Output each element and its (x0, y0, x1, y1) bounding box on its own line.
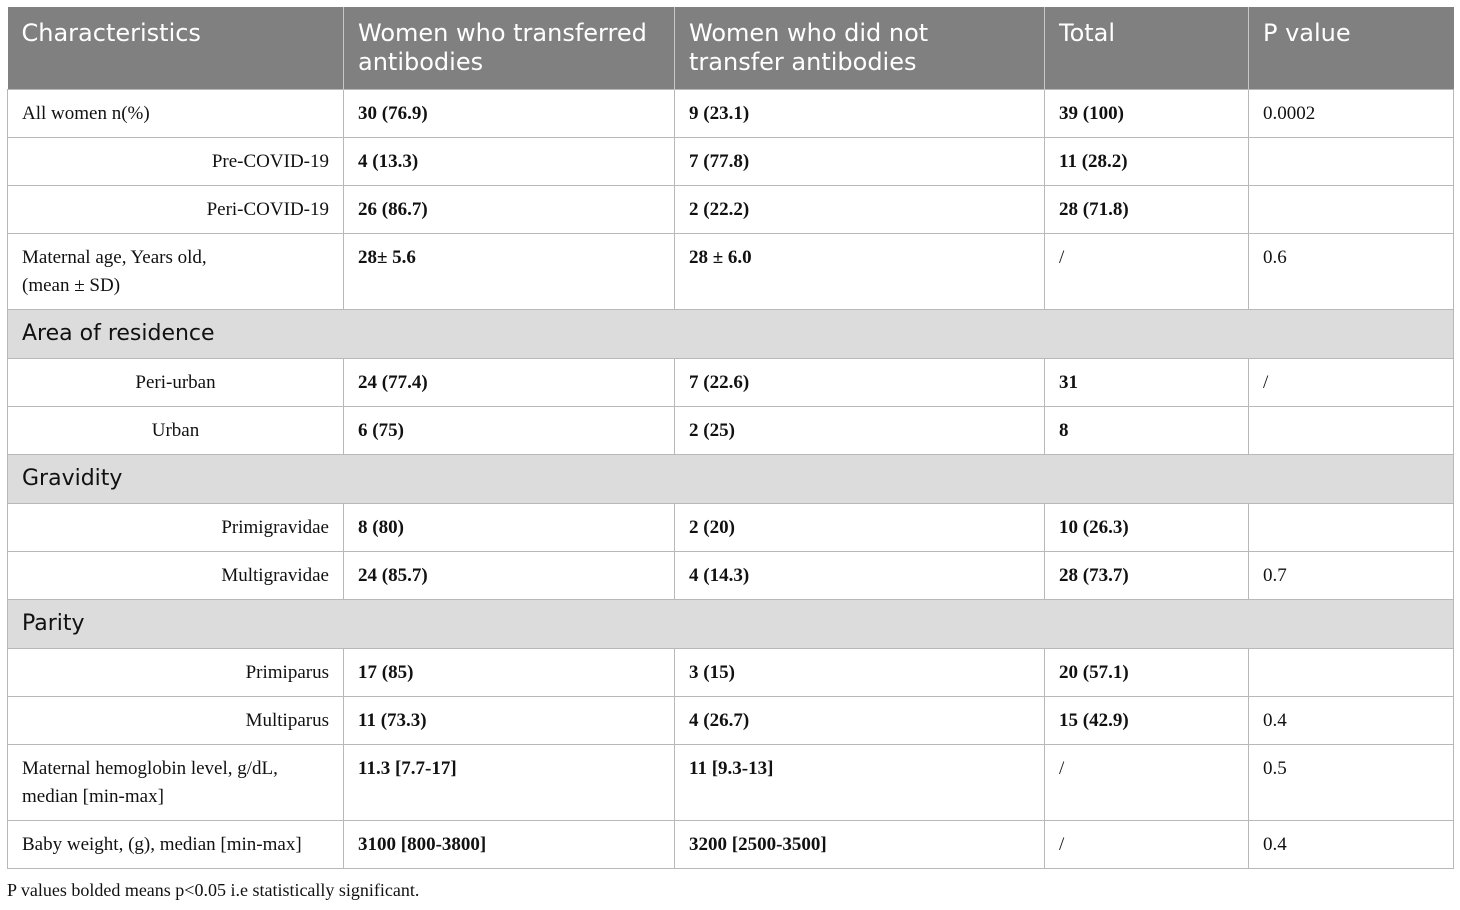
cell-total: 15 (42.9) (1045, 696, 1249, 744)
cell-total: 10 (26.3) (1045, 503, 1249, 551)
row-label: Peri-COVID-19 (8, 185, 344, 233)
cell-not-transferred: 9 (23.1) (675, 89, 1045, 137)
cell-not-transferred: 2 (22.2) (675, 185, 1045, 233)
cell-total: 11 (28.2) (1045, 137, 1249, 185)
table-row (8, 233, 1454, 309)
table-row (8, 137, 1454, 185)
cell-total: 20 (57.1) (1045, 648, 1249, 696)
cell-not-transferred: 28 ± 6.0 (675, 233, 1045, 309)
cell-p-value: 0.6 (1249, 233, 1454, 309)
section-title: Parity (8, 599, 1454, 648)
header-not-transferred: Women who did not transfer antibodies (675, 7, 1045, 89)
cell-total: 39 (100) (1045, 89, 1249, 137)
cell-p-value: / (1249, 358, 1454, 406)
cell-p-value (1249, 648, 1454, 696)
cell-total: 31 (1045, 358, 1249, 406)
table-row (8, 744, 1454, 820)
cell-p-value (1249, 406, 1454, 454)
row-label: Primiparus (8, 648, 344, 696)
row-label (8, 744, 344, 820)
cell-not-transferred: 4 (14.3) (675, 551, 1045, 599)
table-footnote: P values bolded means p<0.05 i.e statistically significant. (7, 880, 420, 900)
table-row (8, 551, 1454, 599)
cell-not-transferred: 2 (25) (675, 406, 1045, 454)
cell-transferred: 28± 5.6 (344, 233, 675, 309)
section-title: Area of residence (8, 309, 1454, 358)
cell-p-value: 0.7 (1249, 551, 1454, 599)
cell-not-transferred: 7 (22.6) (675, 358, 1045, 406)
section-row-parity (8, 599, 1454, 648)
cell-not-transferred: 11 [9.3-13] (675, 744, 1045, 820)
row-label-line1: Maternal age, Years old, (22, 246, 207, 268)
row-label (8, 233, 344, 309)
cell-transferred: 4 (13.3) (344, 137, 675, 185)
row-label: Pre-COVID-19 (8, 137, 344, 185)
cell-not-transferred: 4 (26.7) (675, 696, 1045, 744)
cell-transferred: 11.3 [7.7-17] (344, 744, 675, 820)
row-label: Baby weight, (g), median [min-max] (8, 820, 344, 868)
table-row (8, 406, 1454, 454)
table-header-row (8, 7, 1454, 89)
table-row (8, 89, 1454, 137)
cell-p-value: 0.4 (1249, 820, 1454, 868)
row-label: Multigravidae (8, 551, 344, 599)
characteristics-table (7, 7, 1454, 869)
cell-p-value (1249, 137, 1454, 185)
row-label: Multiparus (8, 696, 344, 744)
table-row (8, 696, 1454, 744)
cell-p-value: 0.5 (1249, 744, 1454, 820)
table-row (8, 185, 1454, 233)
cell-transferred: 30 (76.9) (344, 89, 675, 137)
cell-p-value (1249, 185, 1454, 233)
row-label: Primigravidae (8, 503, 344, 551)
row-label-line1: Maternal hemoglobin level, g/dL, (22, 757, 278, 779)
cell-total: / (1045, 820, 1249, 868)
header-characteristics: Characteristics (8, 7, 344, 89)
header-p-value: P value (1249, 7, 1454, 89)
cell-total: / (1045, 233, 1249, 309)
cell-transferred: 8 (80) (344, 503, 675, 551)
section-row-gravidity (8, 454, 1454, 503)
cell-total: 28 (71.8) (1045, 185, 1249, 233)
row-label: Peri-urban (8, 358, 344, 406)
table-row (8, 820, 1454, 868)
cell-total: 8 (1045, 406, 1249, 454)
header-transferred: Women who transferred antibodies (344, 7, 675, 89)
cell-transferred: 24 (85.7) (344, 551, 675, 599)
cell-transferred: 11 (73.3) (344, 696, 675, 744)
cell-transferred: 17 (85) (344, 648, 675, 696)
section-title: Gravidity (8, 454, 1454, 503)
cell-p-value: 0.4 (1249, 696, 1454, 744)
row-label: Urban (8, 406, 344, 454)
table-row (8, 503, 1454, 551)
cell-p-value (1249, 503, 1454, 551)
table-row (8, 358, 1454, 406)
cell-not-transferred: 7 (77.8) (675, 137, 1045, 185)
cell-total: / (1045, 744, 1249, 820)
section-row-residence (8, 309, 1454, 358)
cell-transferred: 6 (75) (344, 406, 675, 454)
header-total: Total (1045, 7, 1249, 89)
table-row (8, 648, 1454, 696)
cell-not-transferred: 3 (15) (675, 648, 1045, 696)
cell-transferred: 24 (77.4) (344, 358, 675, 406)
row-label: All women n(%) (8, 89, 344, 137)
cell-not-transferred: 2 (20) (675, 503, 1045, 551)
cell-transferred: 3100 [800-3800] (344, 820, 675, 868)
row-label-line2: (mean ± SD) (22, 274, 121, 296)
row-label-line2: median [min-max] (22, 785, 164, 807)
cell-total: 28 (73.7) (1045, 551, 1249, 599)
cell-transferred: 26 (86.7) (344, 185, 675, 233)
characteristics-table-container (7, 7, 1453, 869)
cell-not-transferred: 3200 [2500-3500] (675, 820, 1045, 868)
cell-p-value: 0.0002 (1249, 89, 1454, 137)
